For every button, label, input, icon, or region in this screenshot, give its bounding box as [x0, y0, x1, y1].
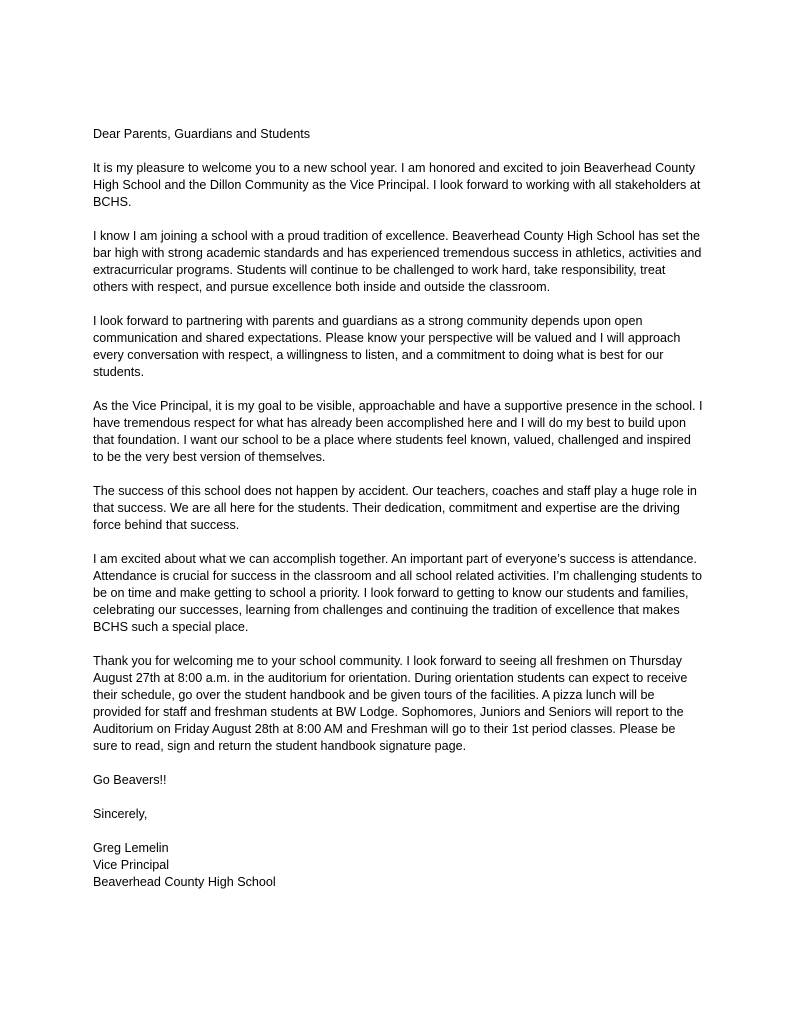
paragraph-attendance: I am excited about what we can accomplish together. An important part of everyone’s success is attendance. Attendance is crucial for success in the classroom and all school related activities. I’m challenging students to be on time and make getting to school a priority. I look forward to getting to know our students and families, celebrating our successes, learning from challenges and continuing the tradition of excellence that makes BCHS such a special place.	[93, 552, 703, 634]
signature-block	[93, 840, 703, 891]
paragraph-welcome: It is my pleasure to welcome you to a new school year. I am honored and excited to join Beaverhead County High School and the Dillon Community as the Vice Principal. I look forward to working with all stakeholders at BCHS.	[93, 161, 701, 209]
signature-name: Greg Lemelin	[93, 841, 169, 855]
closing-line: Sincerely,	[93, 807, 148, 821]
paragraph-goals: As the Vice Principal, it is my goal to be visible, approachable and have a supportive presence in the school. I have tremendous respect for what has already been accomplished here and I will do my best to build upon that foundation. I want our school to be a place where students feel known, valued, challenged and inspired to be the very best version of themselves.	[93, 399, 703, 464]
paragraph-partnership: I look forward to partnering with parents and guardians as a strong community depends upon open communication and shared expectations. Please know your perspective will be valued and I will approach every conversation with respect, a willingness to listen, and a commitment to doing what is best for our students.	[93, 314, 681, 379]
letter-page	[93, 126, 703, 891]
salutation: Dear Parents, Guardians and Students	[93, 127, 311, 141]
paragraph-tradition: I know I am joining a school with a proud tradition of excellence. Beaverhead County High School has set the bar high with strong academic standards and has experienced tremendous success in athletics, activities and extracurricular programs. Students will continue to be challenged to work hard, take responsibility, treat others with respect, and pursue excellence both inside and outside the classroom.	[93, 229, 702, 294]
paragraph-success: The success of this school does not happen by accident. Our teachers, coaches and staff play a huge role in that success. We are all here for the students. Their dedication, commitment and expertise are the driving force behind that success.	[93, 484, 697, 532]
signature-school: Beaverhead County High School	[93, 875, 276, 889]
signature-title: Vice Principal	[93, 858, 170, 872]
paragraph-orientation: Thank you for welcoming me to your school community. I look forward to seeing all freshmen on Thursday August 27th at 8:00 a.m. in the auditorium for orientation. During orientation students can expect to receive their schedule, go over the student handbook and be given tours of the facilities. A pizza lunch will be provided for staff and freshman students at BW Lodge. Sophomores, Juniors and Seniors will report to the Auditorium on Friday August 28th at 8:00 AM and Freshman will go to their 1st period classes. Please be sure to read, sign and return the student handbook signature page.	[93, 654, 688, 753]
cheer-line: Go Beavers!!	[93, 773, 167, 787]
